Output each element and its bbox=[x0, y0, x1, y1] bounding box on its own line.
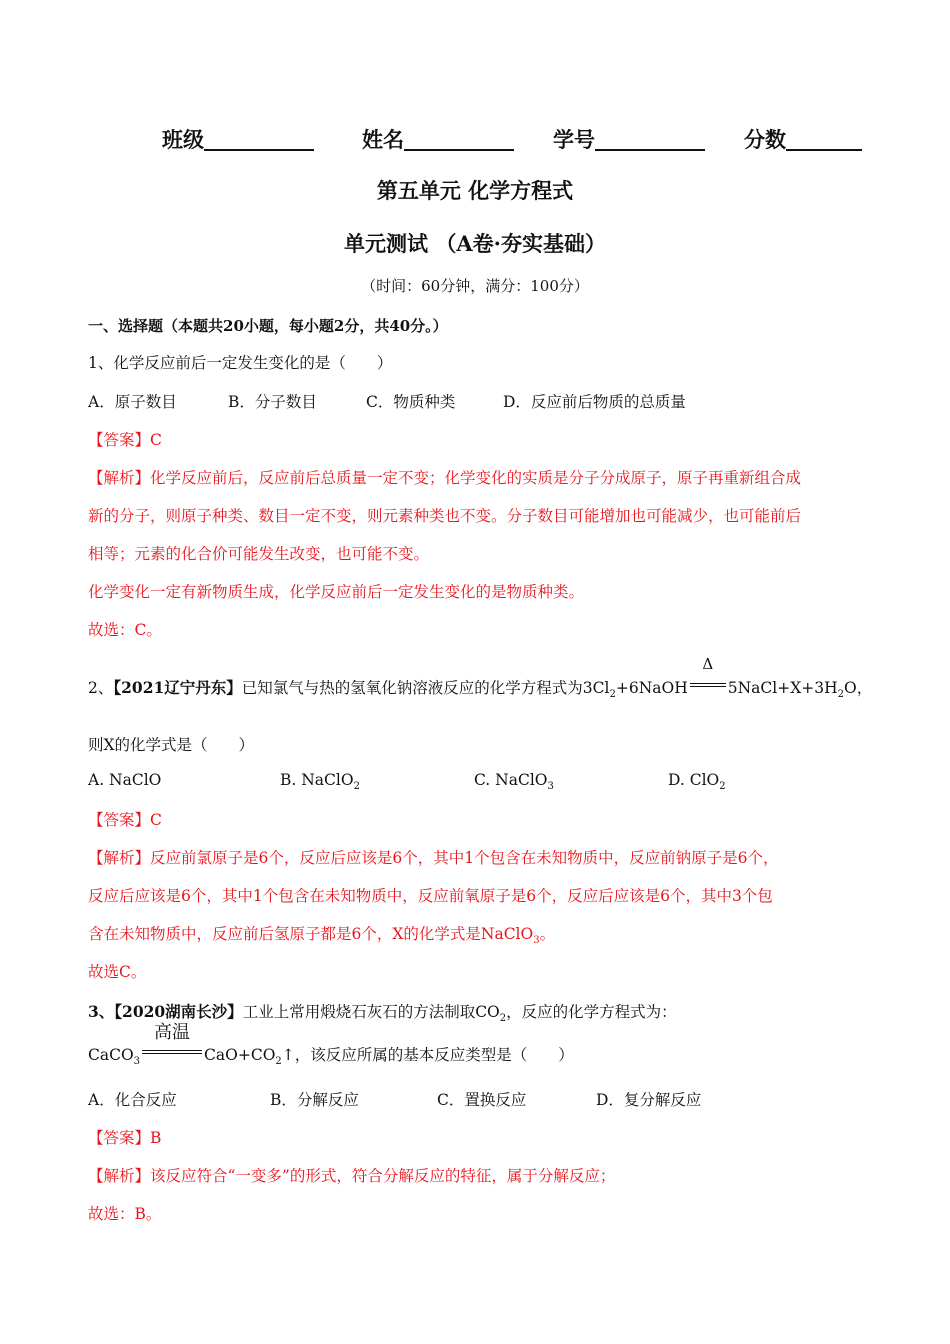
q3-stem: 3、【2020湖南长沙】工业上常用煅烧石灰石的方法制取$CO_2$，反应的化学方程式为： bbox=[88, 1002, 677, 1025]
q3-option-a: A．化合反应 bbox=[88, 1091, 177, 1109]
q1-answer: 【答案】C bbox=[88, 431, 162, 449]
q2-option-b: B. NaClO$_2$ bbox=[280, 771, 360, 793]
q2-answer: 【答案】C bbox=[88, 811, 162, 829]
q2-analysis-line-3: 含在未知物质中，反应前后氢原子都是6个，X的化学式是NaClO$_3$。 bbox=[88, 925, 556, 947]
q1-analysis-line-4: 化学变化一定有新物质生成，化学反应前后一定发生变化的是物质种类。 bbox=[88, 583, 585, 601]
q2-option-c: C. NaClO$_3$ bbox=[474, 771, 554, 793]
class-label: 班级 bbox=[162, 127, 204, 152]
q1-analysis-line-1: 【解析】化学反应前后，反应前后总质量一定不变；化学变化的实质是分子分成原子，原子再重新组合成 bbox=[88, 469, 802, 487]
q3-analysis: 【解析】该反应符合“一变多”的形式，符合分解反应的特征，属于分解反应； bbox=[88, 1167, 616, 1185]
q2-equation: $3Cl_2+6NaOH$ Δ $5NaCl+X+3H_2O$ bbox=[582, 655, 857, 701]
page-title: 第五单元 化学方程式 bbox=[376, 178, 574, 203]
q2-source: 【2021辽宁丹东】 bbox=[113, 678, 242, 697]
q3-number: 3、 bbox=[88, 1002, 115, 1021]
name-label: 姓名 bbox=[362, 127, 404, 152]
q2-analysis-line-1: 【解析】反应前氯原子是6个，反应后应该是6个，其中1个包含在未知物质中，反应前钠原子是6个， bbox=[88, 849, 779, 867]
q3-stem-text: 工业上常用煅烧石灰石的方法制取CO bbox=[242, 1003, 500, 1021]
id-blank[interactable] bbox=[595, 127, 705, 151]
class-field bbox=[162, 124, 314, 154]
q1-option-a: A．原子数目 bbox=[88, 393, 177, 411]
high-temp-condition: 高温 bbox=[140, 1044, 204, 1062]
q1-analysis-line-2: 新的分子，则原子种类、数目一定不变，则元素种类也不变。分子数目可能增加也可能减少，也可能前后 bbox=[88, 507, 802, 525]
q1-conclusion: 故选：C。 bbox=[88, 621, 162, 639]
q2-option-a: A. NaClO bbox=[88, 771, 162, 789]
q3-equation: CaCO$_3$ 高温 $CaO+CO_2↑$，该反应所属的基本反应类型是（ ） bbox=[88, 1022, 574, 1068]
q3-option-c: C．置换反应 bbox=[437, 1091, 527, 1109]
q3-answer: 【答案】B bbox=[88, 1129, 162, 1147]
q2-option-d: D. ClO$_2$ bbox=[668, 771, 726, 793]
q1-option-b: B．分子数目 bbox=[228, 393, 317, 411]
q1-stem: 1、化学反应前后一定发生变化的是（ ） bbox=[88, 354, 393, 372]
id-field bbox=[553, 124, 705, 154]
q2-conclusion: 故选C。 bbox=[88, 963, 147, 981]
id-label: 学号 bbox=[553, 127, 595, 152]
q2-stem-2: 则X的化学式是（ ） bbox=[88, 736, 255, 754]
q1-option-d: D．反应前后物质的总质量 bbox=[503, 393, 686, 411]
q3-source: 【2020湖南长沙】 bbox=[114, 1002, 243, 1021]
heat-condition: Δ bbox=[688, 677, 728, 695]
name-field bbox=[362, 124, 514, 154]
q3-equation-tail: ，该反应所属的基本反应类型是（ ） bbox=[294, 1046, 574, 1064]
time-info: （时间：60分钟，满分：100分） bbox=[361, 277, 589, 295]
q2-stem-text: 已知氯气与热的氢氧化钠溶液反应的化学方程式为 bbox=[241, 679, 583, 697]
q2-number: 2、 bbox=[88, 679, 114, 697]
q3-option-b: B．分解反应 bbox=[270, 1091, 359, 1109]
q3-option-d: D．复分解反应 bbox=[596, 1091, 702, 1109]
page-subtitle: 单元测试 （A卷·夯实基础） bbox=[344, 231, 606, 256]
q2-stem: 2、【2021辽宁丹东】已知氯气与热的氢氧化钠溶液反应的化学方程式为$3Cl_2+6NaOH$ Δ $5NaCl+X+3H_2O$， bbox=[88, 655, 873, 701]
q2-analysis-line-2: 反应后应该是6个，其中1个包含在未知物质中，反应前氧原子是6个，反应后应该是6个，其中3个包 bbox=[88, 887, 773, 905]
class-blank[interactable] bbox=[204, 127, 314, 151]
name-blank[interactable] bbox=[404, 127, 514, 151]
score-field bbox=[744, 124, 862, 154]
score-label: 分数 bbox=[744, 127, 786, 152]
q1-option-c: C．物质种类 bbox=[366, 393, 456, 411]
score-blank[interactable] bbox=[786, 127, 862, 151]
q3-conclusion: 故选：B。 bbox=[88, 1205, 162, 1223]
section-heading: 一、选择题（本题共20小题，每小题2分，共40分。） bbox=[88, 317, 448, 335]
q1-analysis-line-3: 相等；元素的化合价可能发生改变，也可能不变。 bbox=[88, 545, 430, 563]
